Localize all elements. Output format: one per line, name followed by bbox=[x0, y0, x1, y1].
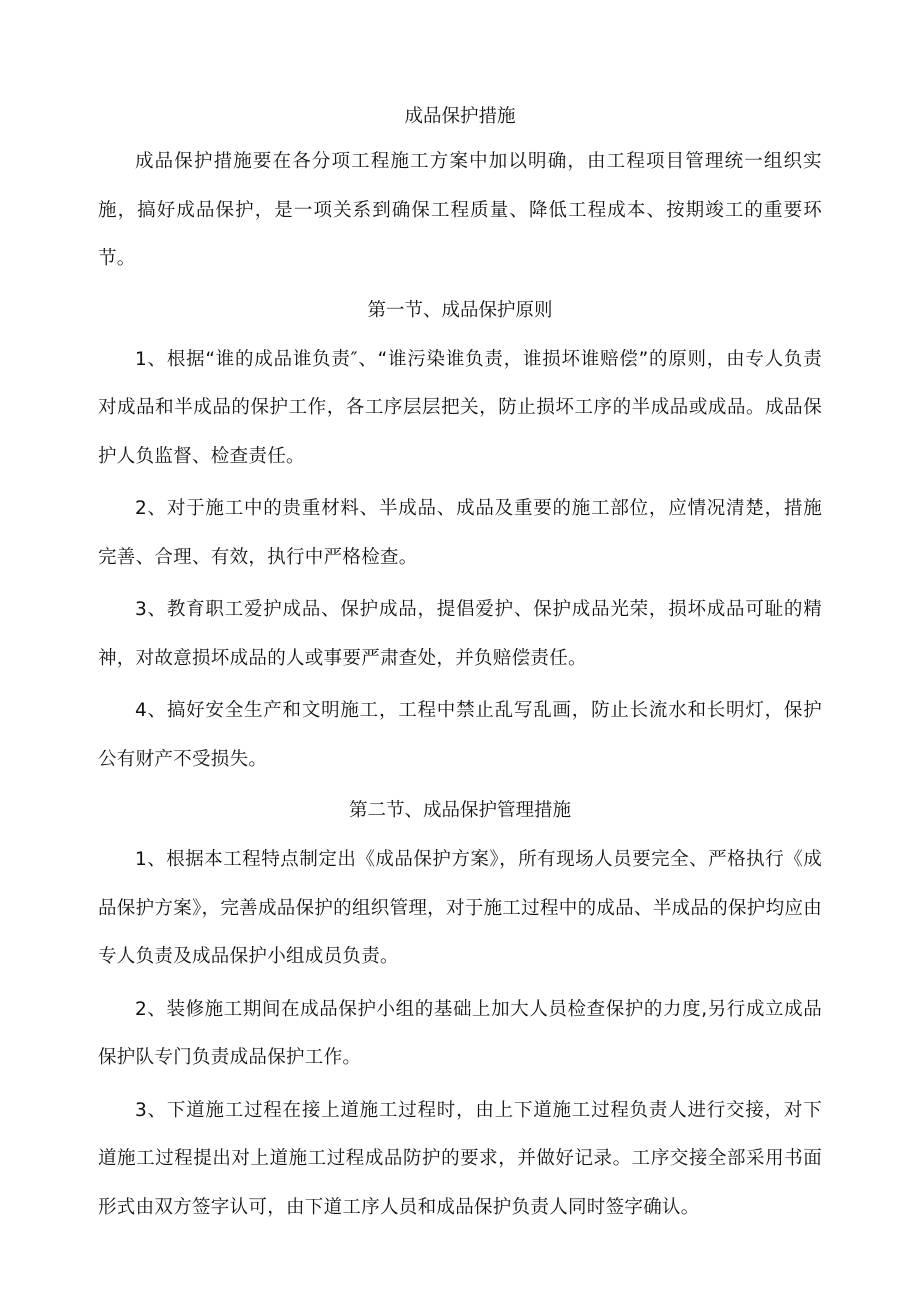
section-heading: 第一节、成品保护原则 bbox=[367, 299, 553, 321]
paragraph: 3、教育职工爱护成品、保护成品，提倡爱护、保护成品光荣，损坏成品可耻的精神，对故意损坏成品的人或事要严肃查处，并负赔偿责任。 bbox=[98, 599, 822, 669]
paragraph: 2、装修施工期间在成品保护小组的基础上加大人员检查保护的力度,另行成立成品保护队专门负责成品保护工作。 bbox=[98, 998, 822, 1068]
paragraph: 1、根据本工程特点制定出《成品保护方案》，所有现场人员要完全、严格执行《成品保护方案》，完善成品保护的组织管理，对于施工过程中的成品、半成品的保护均应由专人负责及成品保护小组成员负责。 bbox=[98, 849, 822, 967]
paragraph: 1、根据“谁的成品谁负责″、“谁污染谁负责，谁损坏谁赔偿”的原则，由专人负责对成品和半成品的保护工作，各工序层层把关，防止损坏工序的半成品或成品。成品保护人负监督、检查责任。 bbox=[98, 348, 822, 467]
section-principles bbox=[98, 290, 822, 785]
paragraph: 3、下道施工过程在接上道施工过程时，由上下道施工过程负责人进行交接，对下道施工过程提出对上道施工过程成品防护的要求，并做好记录。工序交接全部采用书面形式由双方签字认可，由下道工序人员和成品保护负责人同时签字确认。 bbox=[98, 1099, 822, 1218]
section-heading: 第二节、成品保护管理措施 bbox=[348, 800, 571, 821]
document-title: 成品保护措施 bbox=[404, 106, 516, 127]
section-management-measures bbox=[98, 790, 822, 1232]
document-page bbox=[98, 96, 822, 1236]
paragraph: 2、对于施工中的贵重材料、半成品、成品及重要的施工部位，应情况清楚，措施完善、合理、有效，执行中严格检查。 bbox=[98, 498, 822, 568]
paragraph: 4、搞好安全生产和文明施工，工程中禁止乱写乱画，防止长流水和长明灯，保护公有财产不受损失。 bbox=[98, 700, 822, 770]
intro-paragraph: 成品保护措施要在各分项工程施工方案中加以明确，由工程项目管理统一组织实施，搞好成品保护，是一项关系到确保工程质量、降低工程成本、按期竣工的重要环节。 bbox=[98, 151, 822, 269]
